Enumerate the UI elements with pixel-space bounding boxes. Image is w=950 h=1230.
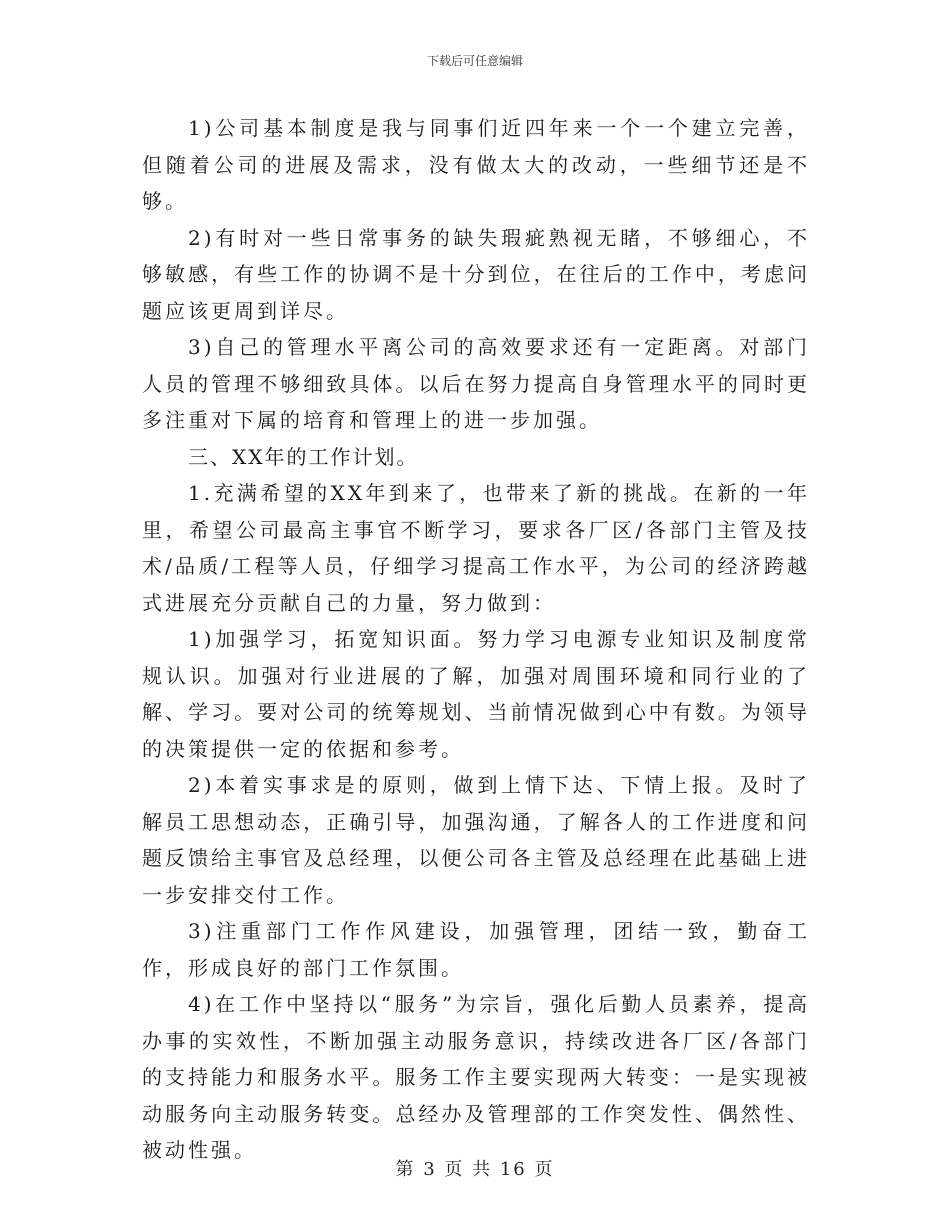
paragraph-2: 2)有时对一些日常事务的缺失瑕疵熟视无睹，不够细心，不够敏感，有些工作的协调不是十分到位，在往后的工作中，考虑问题应该更周到详尽。: [142, 225, 810, 323]
paragraph-8: 3)注重部门工作作风建设，加强管理，团结一致，勤奋工作，形成良好的部门工作氛围。: [142, 919, 810, 980]
paragraph-7: 2)本着实事求是的原则，做到上情下达、下情上报。及时了解员工思想动态，正确引导，加强沟通，了解各人的工作进度和问题反馈给主事官及总经理，以便公司各主管及总经理在此基础上进一步安排交付工作。: [142, 773, 810, 907]
paragraph-6: 1)加强学习，拓宽知识面。努力学习电源专业知识及制度常规认识。加强对行业进展的了解，加强对周围环境和同行业的了解、学习。要对公司的统筹规划、当前情况做到心中有数。为领导的决策提供一定的依据和参考。: [142, 627, 810, 761]
paragraph-9: 4)在工作中坚持以“服务”为宗旨，强化后勤人员素养，提高办事的实效性，不断加强主动服务意识，持续改进各厂区/各部门的支持能力和服务水平。服务工作主要实现两大转变：一是实现被动服务向主动服务转变。总经办及管理部的工作突发性、偶然性、被动性强。: [142, 992, 810, 1162]
section-heading: 三、XX年的工作计划。: [188, 444, 419, 469]
document-body: [142, 110, 810, 1169]
paragraph-1: 1)公司基本制度是我与同事们近四年来一个一个建立完善，但随着公司的进展及需求，没有做太大的改动，一些细节还是不够。: [142, 116, 810, 213]
paragraph-5: 1.充满希望的XX年到来了，也带来了新的挑战。在新的一年里，希望公司最高主事官不断学习，要求各厂区/各部门主管及技术/品质/工程等人员，仔细学习提高工作水平，为公司的经济跨越式进展充分贡献自己的力量，努力做到：: [142, 481, 810, 615]
page-number-footer: 第 3 页 共 16 页: [395, 1159, 555, 1180]
page-header: 下载后可任意编辑: [426, 54, 523, 68]
paragraph-3: 3)自己的管理水平离公司的高效要求还有一定距离。对部门人员的管理不够细致具体。以后在努力提高自身管理水平的同时更多注重对下属的培育和管理上的进一步加强。: [142, 335, 810, 432]
